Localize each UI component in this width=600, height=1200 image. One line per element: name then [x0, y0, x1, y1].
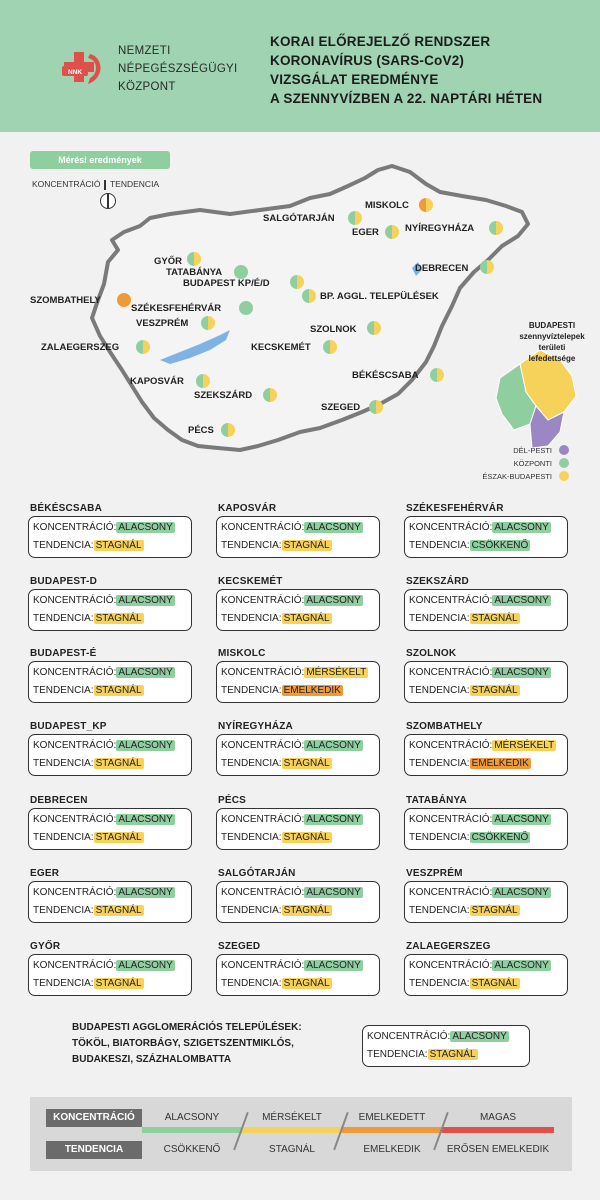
trend-label: TENDENCIA: — [221, 832, 282, 843]
concentration-row — [409, 959, 551, 973]
trend-value: CSÖKKENŐ — [471, 540, 529, 551]
concentration-row — [409, 521, 551, 535]
concentration-row — [221, 813, 363, 827]
map-city-label: GYŐR — [154, 256, 182, 267]
card-title: SZOLNOK — [406, 648, 457, 659]
bp-legend-label: ÉSZAK-BUDAPESTI — [482, 472, 552, 481]
trend-value: STAGNÁL — [283, 613, 330, 624]
concentration-value: ALACSONY — [306, 522, 361, 533]
scale-trend-level: EMELKEDIK — [363, 1144, 421, 1155]
dot-legend-left: KONCENTRÁCIÓ — [32, 179, 101, 189]
scale-bar-orange — [342, 1127, 442, 1133]
concentration-value: ALACSONY — [494, 960, 549, 971]
scale-legend — [30, 1097, 572, 1171]
trend-value: STAGNÁL — [429, 1049, 476, 1060]
trend-row — [33, 977, 144, 991]
card-title: GYŐR — [30, 941, 61, 952]
concentration-row — [221, 666, 368, 680]
concentration-label: KONCENTRÁCIÓ: — [221, 887, 305, 898]
scale-bar-green — [142, 1127, 242, 1133]
trend-row — [33, 757, 144, 771]
org-line: KÖZPONT — [118, 81, 176, 93]
trend-row — [33, 539, 144, 553]
hungary-map — [0, 0, 600, 500]
org-line: NEMZETI — [118, 45, 171, 57]
trend-value: STAGNÁL — [95, 978, 142, 989]
trend-row — [409, 612, 520, 626]
concentration-label: KONCENTRÁCIÓ: — [409, 814, 493, 825]
card-title: BUDAPEST_KP — [30, 721, 107, 732]
concentration-row — [33, 666, 175, 680]
map-city-dot — [348, 211, 362, 225]
card-title: SZÉKESFEHÉRVÁR — [406, 503, 504, 514]
title-line: A SZENNYVÍZBEN A 22. NAPTÁRI HÉTEN — [270, 91, 543, 106]
section-label: Mérési eredmények — [30, 151, 170, 169]
aggl-line: TÖKÖL, BIATORBÁGY, SZIGETSZENTMIKLÓS, — [72, 1038, 294, 1049]
concentration-row — [33, 886, 175, 900]
map-city-dot — [489, 221, 503, 235]
org-line: NÉPEGÉSZSÉGÜGYI — [118, 63, 238, 75]
budapest-district-map — [496, 350, 576, 448]
trend-label: TENDENCIA: — [221, 758, 282, 769]
trend-label: TENDENCIA: — [33, 978, 94, 989]
bp-title-line: szennyvíztelepek — [519, 332, 585, 341]
concentration-label: KONCENTRÁCIÓ: — [221, 667, 305, 678]
trend-label: TENDENCIA: — [409, 905, 470, 916]
map-city-label: KAPOSVÁR — [130, 376, 184, 387]
scale-conc-level: ALACSONY — [164, 1112, 220, 1123]
trend-value: STAGNÁL — [283, 540, 330, 551]
scale-bar-yellow — [242, 1127, 342, 1133]
city-result-card — [404, 808, 568, 850]
trend-row — [409, 904, 520, 918]
trend-value: STAGNÁL — [95, 540, 142, 551]
city-result-card — [216, 661, 380, 703]
trend-label: TENDENCIA: — [33, 905, 94, 916]
scale-conc-level: MÉRSÉKELT — [262, 1112, 322, 1123]
trend-value: STAGNÁL — [471, 978, 518, 989]
budapest-legend-title — [512, 320, 592, 364]
card-title: SZOMBATHELY — [406, 721, 483, 732]
concentration-label: KONCENTRÁCIÓ: — [409, 667, 493, 678]
bp-legend-dot — [559, 445, 569, 455]
trend-row — [409, 684, 520, 698]
concentration-value: MÉRSÉKELT — [494, 740, 555, 751]
map-city-label: BP. AGGL. TELEPÜLÉSEK — [320, 291, 439, 302]
card-title: DEBRECEN — [30, 795, 88, 806]
concentration-value: ALACSONY — [118, 887, 173, 898]
trend-row — [409, 977, 520, 991]
card-title: BÉKÉSCSABA — [30, 503, 103, 514]
concentration-row — [33, 959, 175, 973]
trend-row — [221, 539, 332, 553]
card-title: SALGÓTARJÁN — [218, 868, 296, 879]
trend-label: TENDENCIA: — [221, 685, 282, 696]
title-line: KORONAVÍRUS (SARS-CoV2) — [270, 53, 465, 68]
trend-value: STAGNÁL — [95, 758, 142, 769]
map-city-dot — [480, 260, 494, 274]
card-title: BUDAPEST-D — [30, 576, 98, 587]
map-city-label: BÉKÉSCSABA — [352, 370, 419, 381]
scale-conc-level: MAGAS — [479, 1112, 517, 1123]
dot-left — [419, 198, 426, 212]
trend-label: TENDENCIA: — [221, 905, 282, 916]
card-title: ZALAEGERSZEG — [406, 941, 491, 952]
map-city-dot — [290, 275, 304, 289]
map-city-label: PÉCS — [188, 425, 214, 436]
scale-trend-level: ERŐSEN EMELKEDIK — [446, 1144, 550, 1155]
trend-row — [221, 977, 332, 991]
title-line: VIZSGÁLAT EREDMÉNYE — [270, 72, 439, 87]
concentration-value: ALACSONY — [494, 667, 549, 678]
scale-trend-label: TENDENCIA — [46, 1141, 142, 1159]
map-city-dot — [136, 340, 150, 354]
map-city-label: SZEGED — [321, 402, 361, 413]
trend-value: STAGNÁL — [95, 905, 142, 916]
city-result-card — [28, 516, 192, 558]
trend-value: STAGNÁL — [471, 905, 518, 916]
concentration-row — [409, 739, 556, 753]
trend-row — [221, 684, 343, 698]
trend-label: TENDENCIA: — [409, 758, 470, 769]
concentration-row — [221, 594, 363, 608]
bp-legend-label: KÖZPONTI — [513, 459, 552, 468]
scale-concentration-label: KONCENTRÁCIÓ — [46, 1109, 142, 1127]
concentration-value: ALACSONY — [118, 960, 173, 971]
concentration-row — [33, 521, 175, 535]
city-result-card — [404, 734, 568, 776]
city-result-card — [216, 881, 380, 923]
map-city-dot — [234, 265, 248, 279]
concentration-label: KONCENTRÁCIÓ: — [409, 522, 493, 533]
city-result-card — [404, 516, 568, 558]
card-title: KECSKEMÉT — [218, 576, 283, 587]
trend-value: CSÖKKENŐ — [471, 832, 529, 843]
trend-label: TENDENCIA: — [409, 978, 470, 989]
trend-label: TENDENCIA: — [367, 1049, 428, 1060]
city-result-card — [28, 734, 192, 776]
concentration-value: ALACSONY — [306, 595, 361, 606]
concentration-value: ALACSONY — [306, 960, 361, 971]
map-city-dot — [263, 388, 277, 402]
concentration-row — [409, 594, 551, 608]
aggl-line: BUDAPESTI AGGLOMERÁCIÓS TELEPÜLÉSEK: — [72, 1022, 302, 1033]
concentration-label: KONCENTRÁCIÓ: — [33, 522, 117, 533]
map-city-label: ZALAEGERSZEG — [41, 342, 120, 353]
card-title: BUDAPEST-É — [30, 648, 97, 659]
concentration-label: KONCENTRÁCIÓ: — [221, 522, 305, 533]
concentration-value: ALACSONY — [494, 887, 549, 898]
city-result-card — [216, 734, 380, 776]
concentration-value: ALACSONY — [306, 740, 361, 751]
concentration-row — [33, 739, 175, 753]
city-result-card — [216, 954, 380, 996]
map-city-label: NYÍREGYHÁZA — [405, 223, 475, 234]
title-line: KORAI ELŐREJELZŐ RENDSZER — [270, 34, 491, 49]
concentration-value: ALACSONY — [494, 814, 549, 825]
map-city-label: MISKOLC — [365, 200, 409, 211]
city-result-card — [28, 808, 192, 850]
concentration-value: ALACSONY — [306, 814, 361, 825]
map-city-dot — [221, 423, 235, 437]
city-result-card — [28, 881, 192, 923]
concentration-row — [409, 886, 551, 900]
bp-title-line: területi — [538, 343, 566, 352]
map-city-label: KECSKEMÉT — [251, 342, 311, 353]
scale-conc-level: EMELKEDETT — [358, 1112, 426, 1123]
agglomeration-text — [72, 1020, 302, 1068]
card-title: NYÍREGYHÁZA — [218, 721, 293, 732]
map-city-label: EGER — [352, 227, 379, 238]
card-title: TATABÁNYA — [406, 795, 467, 806]
map-city-label: SZOMBATHELY — [30, 295, 101, 306]
city-result-card — [216, 516, 380, 558]
city-result-card — [28, 589, 192, 631]
concentration-label: KONCENTRÁCIÓ: — [409, 740, 493, 751]
trend-label: TENDENCIA: — [409, 685, 470, 696]
city-result-card — [216, 589, 380, 631]
trend-label: TENDENCIA: — [33, 685, 94, 696]
bp-title-line: lefedettsége — [528, 354, 576, 363]
city-result-card — [404, 954, 568, 996]
concentration-label: KONCENTRÁCIÓ: — [409, 887, 493, 898]
card-title: VESZPRÉM — [406, 868, 463, 879]
trend-value: STAGNÁL — [471, 685, 518, 696]
dot-right — [426, 198, 433, 212]
map-city-dot — [117, 293, 131, 307]
concentration-row — [409, 666, 551, 680]
map-city-label: SALGÓTARJÁN — [263, 213, 335, 224]
concentration-value: ALACSONY — [118, 814, 173, 825]
city-result-card — [28, 954, 192, 996]
bp-legend-label: DÉL-PESTI — [513, 446, 552, 455]
map-city-dot — [419, 198, 433, 212]
map-city-dot — [302, 289, 316, 303]
map-city-label: VESZPRÉM — [136, 318, 189, 329]
concentration-label: KONCENTRÁCIÓ: — [33, 814, 117, 825]
trend-value: STAGNÁL — [283, 905, 330, 916]
bp-title-line: BUDAPESTI — [528, 321, 576, 330]
map-city-label: DEBRECEN — [415, 263, 469, 274]
trend-label: TENDENCIA: — [409, 613, 470, 624]
map-city-dot — [369, 400, 383, 414]
trend-row — [221, 831, 332, 845]
concentration-value: ALACSONY — [118, 740, 173, 751]
agglomeration-card — [362, 1025, 530, 1067]
map-city-dot — [187, 252, 201, 266]
trend-label: TENDENCIA: — [33, 540, 94, 551]
trend-label: TENDENCIA: — [33, 613, 94, 624]
map-city-dot — [323, 340, 337, 354]
concentration-label: KONCENTRÁCIÓ: — [221, 740, 305, 751]
trend-label: TENDENCIA: — [221, 613, 282, 624]
concentration-value: MÉRSÉKELT — [306, 667, 367, 678]
concentration-row — [33, 813, 175, 827]
trend-value: STAGNÁL — [283, 978, 330, 989]
trend-row — [33, 612, 144, 626]
map-city-dot — [201, 316, 215, 330]
trend-row — [409, 831, 530, 845]
trend-label: TENDENCIA: — [409, 832, 470, 843]
dot-legend-right: TENDENCIA — [109, 179, 160, 189]
trend-row — [409, 757, 531, 771]
card-title: PÉCS — [218, 795, 247, 806]
map-city-label: SZEKSZÁRD — [194, 390, 253, 401]
concentration-value: ALACSONY — [494, 522, 549, 533]
trend-row — [409, 539, 530, 553]
trend-row — [221, 612, 332, 626]
map-city-label: TATABÁNYA — [166, 267, 223, 278]
city-result-card — [404, 661, 568, 703]
concentration-label: KONCENTRÁCIÓ: — [33, 887, 117, 898]
card-title: KAPOSVÁR — [218, 503, 277, 514]
concentration-value: ALACSONY — [118, 522, 173, 533]
concentration-label: KONCENTRÁCIÓ: — [221, 814, 305, 825]
trend-label: TENDENCIA: — [221, 978, 282, 989]
trend-row — [33, 831, 144, 845]
trend-value: STAGNÁL — [95, 685, 142, 696]
concentration-label: KONCENTRÁCIÓ: — [33, 595, 117, 606]
trend-row — [221, 904, 332, 918]
map-city-label: BUDAPEST KP/É/D — [183, 278, 270, 289]
trend-row — [33, 904, 144, 918]
map-city-dot — [196, 374, 210, 388]
scale-trend-level: CSÖKKENŐ — [163, 1144, 221, 1155]
bp-legend-dot — [559, 471, 569, 481]
map-city-dot — [367, 321, 381, 335]
trend-row — [221, 757, 332, 771]
concentration-row — [221, 959, 363, 973]
city-result-card — [404, 881, 568, 923]
concentration-label: KONCENTRÁCIÓ: — [33, 740, 117, 751]
concentration-row — [221, 739, 363, 753]
concentration-label: KONCENTRÁCIÓ: — [409, 595, 493, 606]
trend-value: EMELKEDIK — [283, 685, 341, 696]
concentration-label: KONCENTRÁCIÓ: — [221, 960, 305, 971]
trend-value: STAGNÁL — [283, 832, 330, 843]
concentration-row — [221, 886, 363, 900]
trend-value: STAGNÁL — [95, 613, 142, 624]
trend-label: TENDENCIA: — [33, 832, 94, 843]
concentration-value: ALACSONY — [118, 595, 173, 606]
city-result-card — [28, 661, 192, 703]
concentration-row — [33, 594, 175, 608]
trend-label: TENDENCIA: — [221, 540, 282, 551]
trend-value: STAGNÁL — [95, 832, 142, 843]
aggl-line: BUDAKESZI, SZÁZHALOMBATTA — [72, 1054, 232, 1065]
trend-label: TENDENCIA: — [33, 758, 94, 769]
card-title: MISKOLC — [218, 648, 266, 659]
concentration-row — [367, 1030, 509, 1044]
map-city-dot — [430, 368, 444, 382]
map-city-label: SZÉKESFEHÉRVÁR — [131, 303, 222, 314]
concentration-value: ALACSONY — [452, 1031, 507, 1042]
trend-value: EMELKEDIK — [471, 758, 529, 769]
concentration-label: KONCENTRÁCIÓ: — [33, 667, 117, 678]
concentration-value: ALACSONY — [118, 667, 173, 678]
scale-trend-level: STAGNÁL — [269, 1144, 315, 1155]
trend-value: STAGNÁL — [283, 758, 330, 769]
concentration-label: KONCENTRÁCIÓ: — [409, 960, 493, 971]
bp-legend-dot — [559, 458, 569, 468]
trend-row — [33, 684, 144, 698]
city-result-card — [404, 589, 568, 631]
map-city-label: SZOLNOK — [310, 324, 357, 335]
concentration-row — [221, 521, 363, 535]
card-title: EGER — [30, 868, 60, 879]
map-city-dot — [385, 225, 399, 239]
scale-bar-red — [442, 1127, 554, 1133]
map-city-dot — [239, 301, 253, 315]
concentration-row — [409, 813, 551, 827]
concentration-label: KONCENTRÁCIÓ: — [221, 595, 305, 606]
card-title: SZEKSZÁRD — [406, 576, 469, 587]
trend-row — [367, 1048, 478, 1062]
trend-value: STAGNÁL — [471, 613, 518, 624]
logo-text: NNK — [67, 69, 83, 76]
card-title: SZEGED — [218, 941, 261, 952]
city-result-card — [216, 808, 380, 850]
concentration-label: KONCENTRÁCIÓ: — [367, 1031, 451, 1042]
concentration-value: ALACSONY — [494, 595, 549, 606]
concentration-label: KONCENTRÁCIÓ: — [33, 960, 117, 971]
concentration-value: ALACSONY — [306, 887, 361, 898]
trend-label: TENDENCIA: — [409, 540, 470, 551]
